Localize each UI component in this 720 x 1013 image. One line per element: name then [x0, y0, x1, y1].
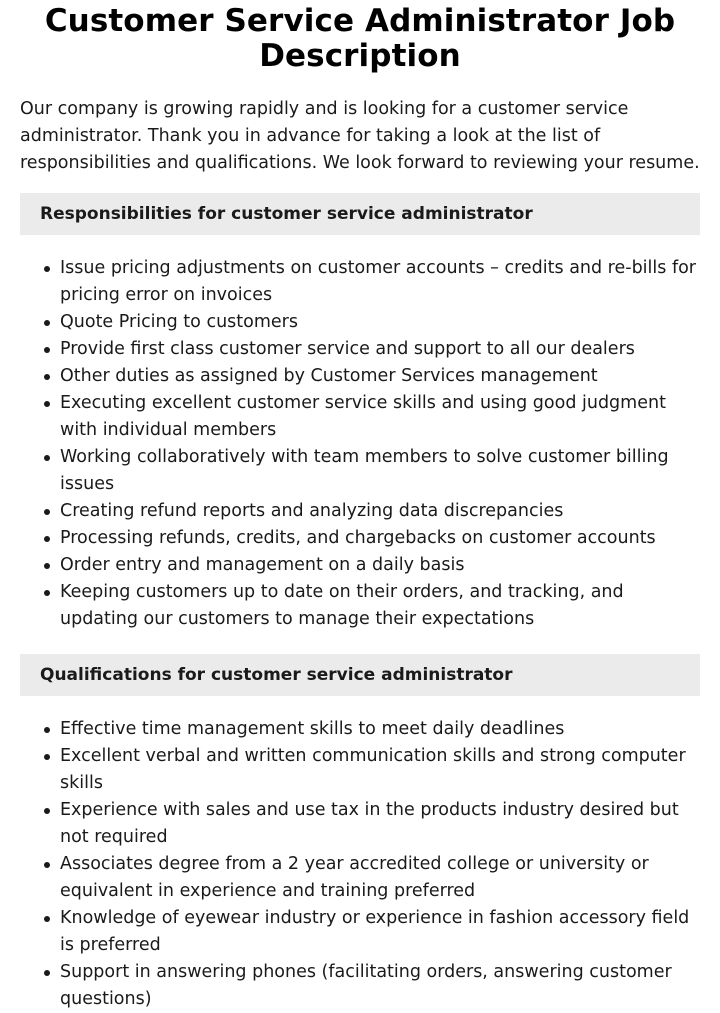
list-item: Creating refund reports and analyzing data discrepancies — [60, 498, 700, 525]
page-title: Customer Service Administrator Job Description — [44, 3, 676, 74]
qualifications-list — [20, 716, 700, 1013]
responsibilities-list — [20, 255, 700, 633]
list-item: Knowledge of eyewear industry or experience in fashion accessory field is preferred — [60, 905, 700, 959]
list-item: Provide first class customer service and support to all our dealers — [60, 336, 700, 363]
list-item: Order entry and management on a daily basis — [60, 552, 700, 579]
list-item: Keeping customers up to date on their orders, and tracking, and updating our customers to manage their expectations — [60, 579, 700, 633]
responsibilities-heading: Responsibilities for customer service administrator — [20, 193, 700, 235]
list-item: Support in answering phones (facilitating orders, answering customer questions) — [60, 959, 700, 1013]
list-item: Processing refunds, credits, and chargebacks on customer accounts — [60, 525, 700, 552]
list-item: Effective time management skills to meet daily deadlines — [60, 716, 700, 743]
list-item: Associates degree from a 2 year accredited college or university or equivalent in experience and training preferred — [60, 851, 700, 905]
list-item: Other duties as assigned by Customer Services management — [60, 363, 700, 390]
list-item: Executing excellent customer service skills and using good judgment with individual members — [60, 390, 700, 444]
list-item: Working collaboratively with team members to solve customer billing issues — [60, 444, 700, 498]
intro-paragraph: Our company is growing rapidly and is looking for a customer service administrator. Thank you in advance for taking a look at the list of responsibilities and qualifications. We look forward to reviewing your resume. — [20, 99, 700, 173]
list-item: Excellent verbal and written communication skills and strong computer skills — [60, 743, 700, 797]
list-item: Quote Pricing to customers — [60, 309, 700, 336]
qualifications-heading: Qualifications for customer service administrator — [20, 654, 700, 696]
list-item: Issue pricing adjustments on customer accounts – credits and re-bills for pricing error on invoices — [60, 255, 700, 309]
list-item: Experience with sales and use tax in the products industry desired but not required — [60, 797, 700, 851]
